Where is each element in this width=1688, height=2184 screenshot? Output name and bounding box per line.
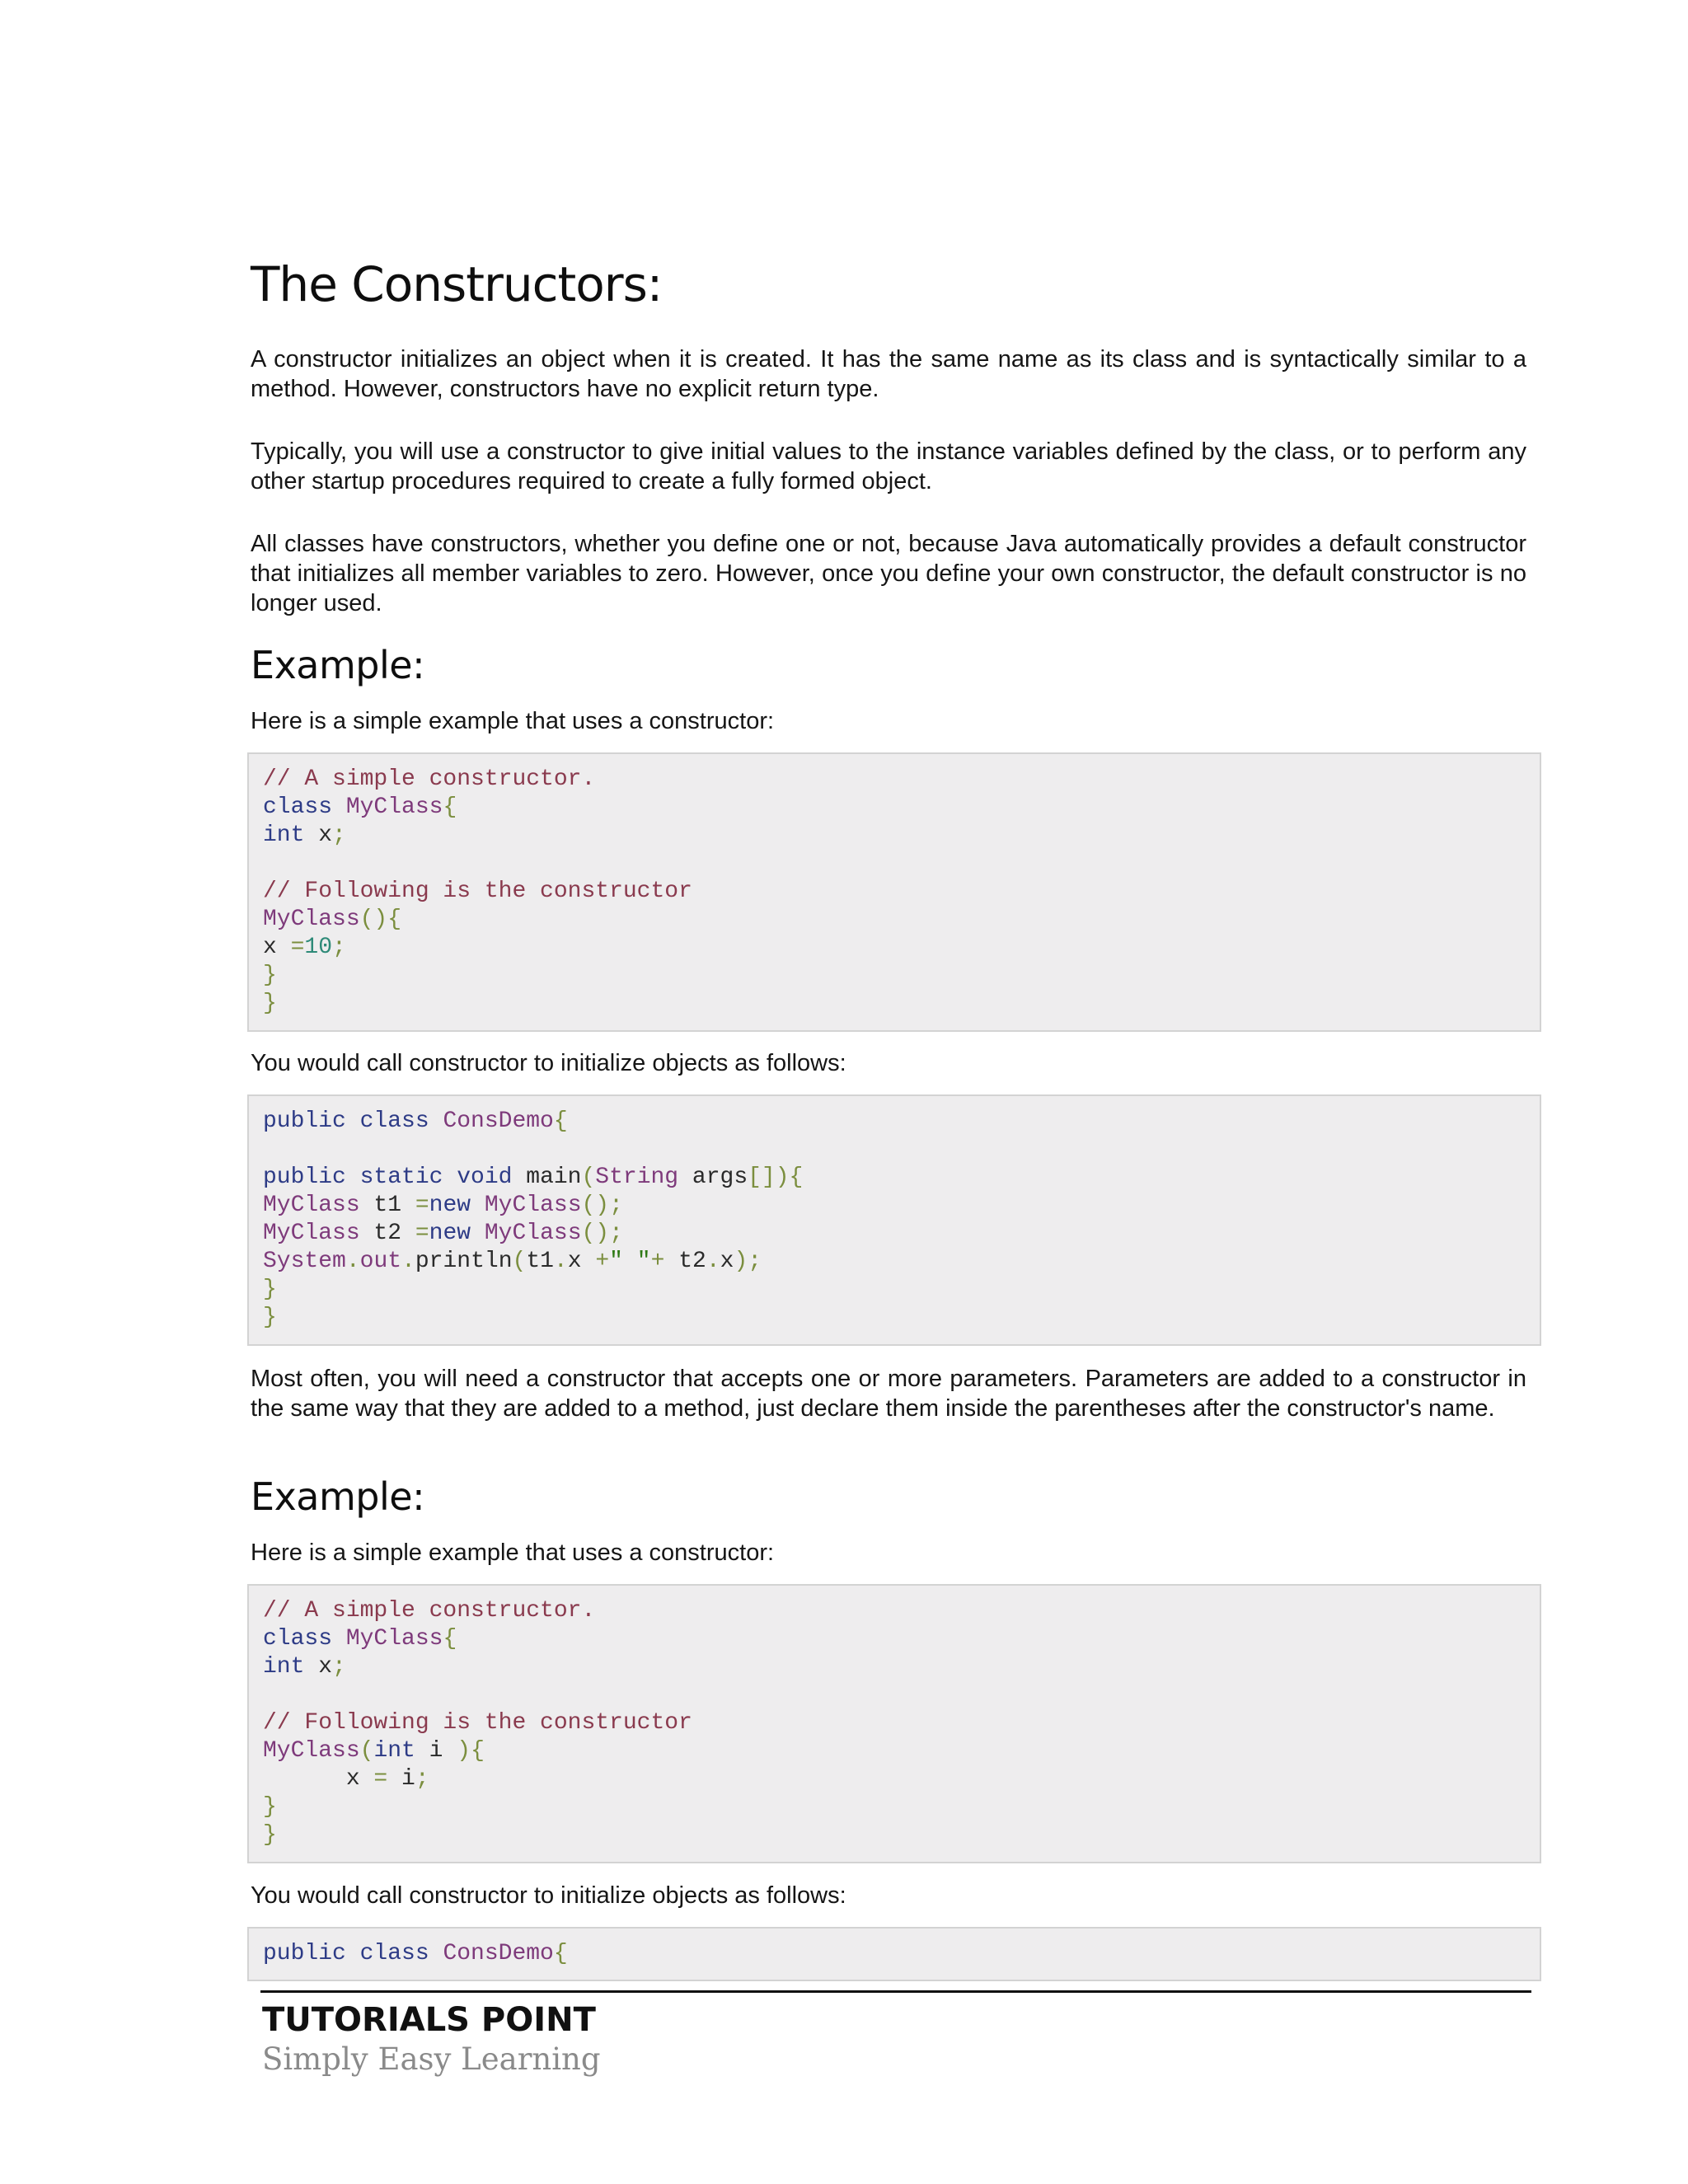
code-line: public class ConsDemo{ (263, 1941, 568, 1966)
code-block-consdemo-partial (247, 1927, 1541, 1981)
code-line: } (263, 1305, 277, 1330)
code-line: MyClass(){ (263, 907, 402, 932)
example-lead-1: Here is a simple example that uses a constructor: (251, 708, 775, 734)
code-line: public static void main(String args[]){ (263, 1165, 804, 1190)
code-line: } (263, 1277, 277, 1302)
code-line: MyClass t2 =new MyClass(); (263, 1221, 623, 1246)
code-line: public class ConsDemo{ (263, 1108, 568, 1134)
code-block-consdemo (247, 1094, 1541, 1346)
code-line: // Following is the constructor (263, 1710, 692, 1736)
code-line: // Following is the constructor (263, 879, 692, 904)
page-title: The Constructors: (251, 256, 663, 312)
intro-paragraph-3: All classes have constructors, whether you define one or not, because Java automatically provides a default constructor that initializes all member variables to zero. However, once you define your own constructor, the default constructor is no longer used. (251, 531, 1526, 616)
example-lead-2: Here is a simple example that uses a constructor: (251, 1540, 775, 1566)
footer-tagline: Simply Easy Learning (262, 2041, 601, 2077)
code-line: class MyClass{ (263, 794, 457, 820)
call-text-2: You would call constructor to initialize objects as follows: (251, 1882, 846, 1909)
code-line: int x; (263, 823, 346, 848)
intro-paragraph-2: Typically, you will use a constructor to give initial values to the instance variables defined by the class, or to perform any other startup procedures required to create a fully formed object. (251, 438, 1526, 494)
call-text-1: You would call constructor to initialize objects as follows: (251, 1050, 846, 1076)
code-line: System.out.println(t1.x +" "+ t2.x); (263, 1249, 762, 1274)
code-line (263, 1681, 1526, 1709)
params-paragraph: Most often, you will need a constructor that accepts one or more parameters. Parameters are added to a constructor in the same way that they are added to a method, just declare them inside the parentheses after the constructor's name. (251, 1366, 1526, 1422)
code-line (263, 1136, 1526, 1164)
code-block-param-constructor (247, 1584, 1541, 1863)
code-line: x = i; (263, 1766, 429, 1792)
example-heading-2: Example: (251, 1474, 425, 1519)
code-line: class MyClass{ (263, 1626, 457, 1652)
example-heading-1: Example: (251, 643, 425, 687)
code-line: // A simple constructor. (263, 766, 596, 792)
intro-paragraph-1: A constructor initializes an object when it is created. It has the same name as its class and is syntactically similar to a method. However, constructors have no explicit return type. (251, 346, 1526, 402)
code-block-constructor (247, 752, 1541, 1032)
code-line: MyClass(int i ){ (263, 1738, 485, 1764)
code-line: x =10; (263, 935, 346, 960)
footer-brand: TUTORIALS POINT (262, 2001, 596, 2039)
footer-divider (260, 1990, 1531, 1993)
code-line: } (263, 991, 277, 1016)
code-line: // A simple constructor. (263, 1598, 596, 1624)
code-line: } (263, 963, 277, 988)
code-line (263, 850, 1526, 878)
code-line: } (263, 1822, 277, 1848)
code-line: MyClass t1 =new MyClass(); (263, 1193, 623, 1218)
code-line: int x; (263, 1654, 346, 1680)
code-line: } (263, 1794, 277, 1820)
